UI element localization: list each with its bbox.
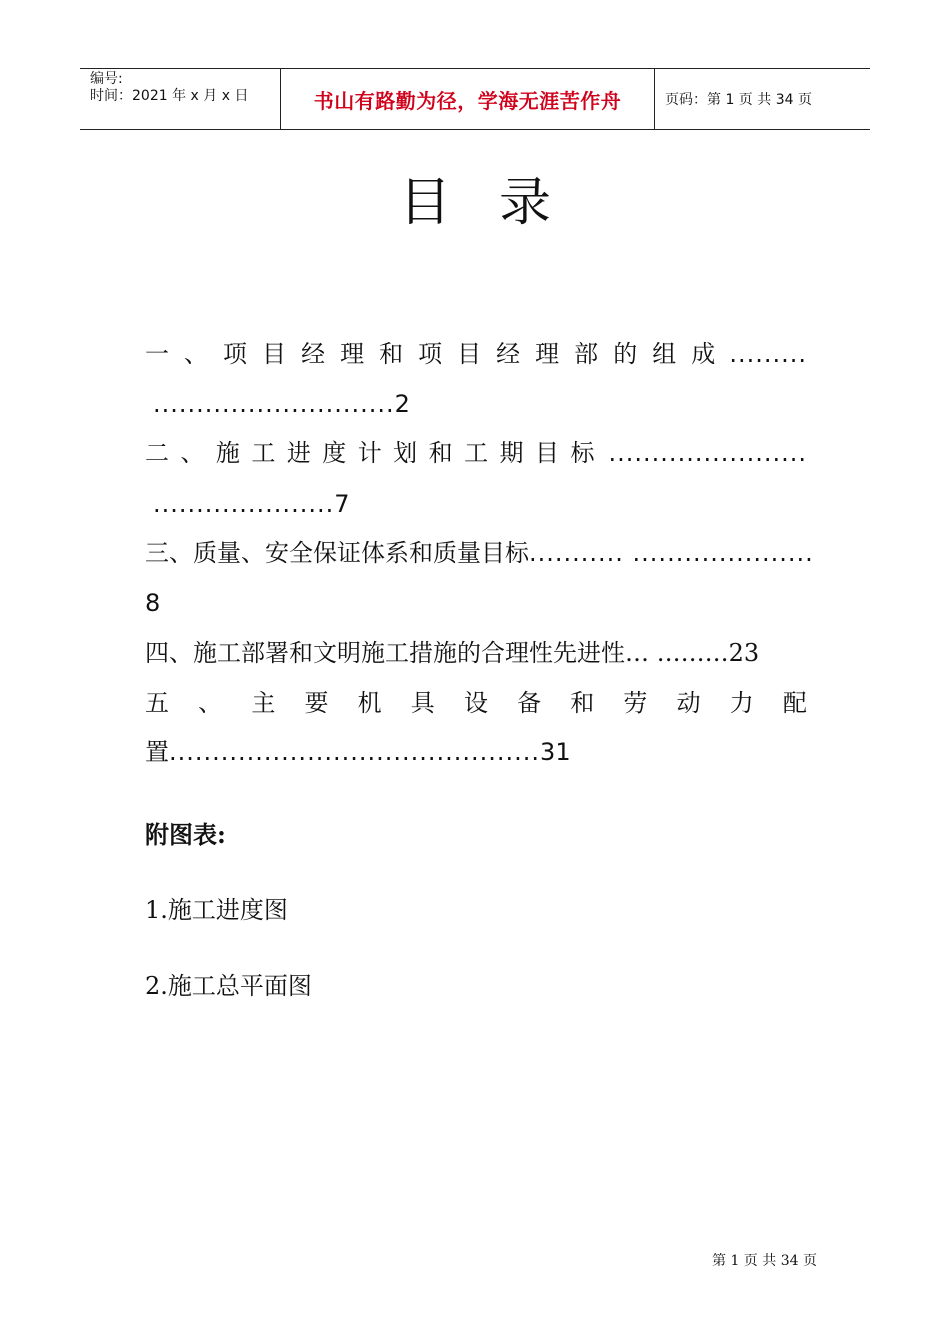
toc-char: 进	[286, 439, 311, 467]
toc-entry-1-line-2	[153, 389, 815, 419]
toc-char: 五	[145, 689, 169, 717]
toc-char: 标	[570, 439, 595, 467]
toc-entry-3-page: 8	[145, 589, 161, 617]
toc-char: 一	[145, 340, 169, 368]
toc-char: 动	[676, 689, 701, 717]
toc-char: 设	[463, 689, 488, 717]
toc-char: 机	[357, 689, 382, 717]
toc-entry-4-leader: … ………	[625, 639, 729, 667]
toc-char: 成	[691, 340, 716, 368]
toc-entry-1-line-1	[145, 339, 807, 369]
page-title: 目录	[398, 173, 599, 233]
header-page-info	[655, 69, 870, 129]
toc-char: 理	[535, 340, 560, 368]
toc-char: 经	[301, 340, 326, 368]
toc-entry-5-text-2: 置	[145, 738, 169, 766]
date-line: 时间：2021 年 x 月 x 日	[90, 88, 249, 104]
number-label: 编号:	[90, 71, 123, 87]
toc-entry-1-text	[145, 339, 715, 369]
toc-entry-5-line-2	[145, 737, 807, 767]
toc-char: 和	[379, 340, 404, 368]
toc-char: 、	[180, 439, 205, 467]
toc-char: 二	[145, 439, 169, 467]
toc-entry-2-line-1	[145, 438, 807, 468]
toc-char: 划	[393, 439, 418, 467]
toc-entry-1-leader: .........	[729, 340, 807, 368]
toc-char: 工	[251, 439, 276, 467]
toc-char: 要	[304, 689, 329, 717]
page-header	[80, 68, 870, 130]
toc-char: 经	[496, 340, 521, 368]
toc-char: 工	[464, 439, 489, 467]
toc-entry-3-line-2	[145, 588, 807, 618]
toc-entry-3-text: 三、质量、安全保证体系和质量目标	[145, 539, 529, 567]
toc-entry-1-leader-2: ............................	[153, 390, 395, 418]
toc-entry-5-line-1	[145, 688, 807, 718]
header-motto-cell	[281, 69, 655, 129]
motto: 书山有路勤为径，学海无涯苦作舟	[313, 88, 622, 113]
toc-entry-2-leader-2: .....................	[153, 490, 335, 518]
toc-char: 理	[340, 340, 365, 368]
header-meta	[80, 69, 281, 129]
page-info: 页码：第 1 页 共 34 页	[665, 92, 812, 108]
toc-char: 目	[262, 340, 287, 368]
toc-char: 部	[574, 340, 599, 368]
toc-char: 度	[322, 439, 347, 467]
toc-char: 、	[184, 340, 209, 368]
toc-entry-5-page: 31	[540, 738, 571, 766]
toc-char: 和	[428, 439, 453, 467]
toc-entry-4-text: 四、施工部署和文明施工措施的合理性先进性	[145, 639, 625, 667]
toc-entry-3-line-1	[145, 538, 814, 568]
toc-entry-1-page: 2	[394, 390, 410, 418]
toc-char: 项	[418, 340, 443, 368]
toc-char: 备	[517, 689, 542, 717]
toc-entry-4-page: 23	[728, 639, 760, 667]
toc-entry-2-line-2	[153, 489, 815, 519]
page-footer: 第 1 页 共 34 页	[712, 1253, 817, 1269]
toc-entry-5-leader: ...........................................	[169, 738, 541, 766]
toc-char: 项	[223, 340, 248, 368]
toc-char: 劳	[623, 689, 648, 717]
toc-entry-3-leader: ........... .....................	[529, 539, 814, 567]
toc-entry-2-leader: .......................	[608, 439, 807, 467]
toc-char: 力	[729, 689, 754, 717]
toc-char: 的	[613, 340, 638, 368]
toc-char: 施	[215, 439, 240, 467]
toc-char: 计	[357, 439, 382, 467]
appendix-item-1: 1.施工进度图	[145, 896, 288, 924]
toc-entry-4-line-1	[145, 638, 807, 668]
toc-entry-2-text	[145, 438, 595, 468]
toc-entry-5-text	[145, 688, 807, 718]
toc-char: 期	[499, 439, 524, 467]
toc-char: 目	[534, 439, 559, 467]
toc-char: 具	[410, 689, 435, 717]
toc-entry-2-page: 7	[334, 490, 350, 518]
toc-char: 和	[570, 689, 595, 717]
toc-char: 主	[251, 689, 276, 717]
toc-char: 、	[198, 689, 223, 717]
toc-char: 组	[652, 340, 677, 368]
appendix-heading: 附图表:	[145, 820, 226, 849]
toc-char: 目	[457, 340, 482, 368]
toc-char: 配	[782, 689, 807, 717]
appendix-item-2: 2.施工总平面图	[145, 972, 312, 1000]
